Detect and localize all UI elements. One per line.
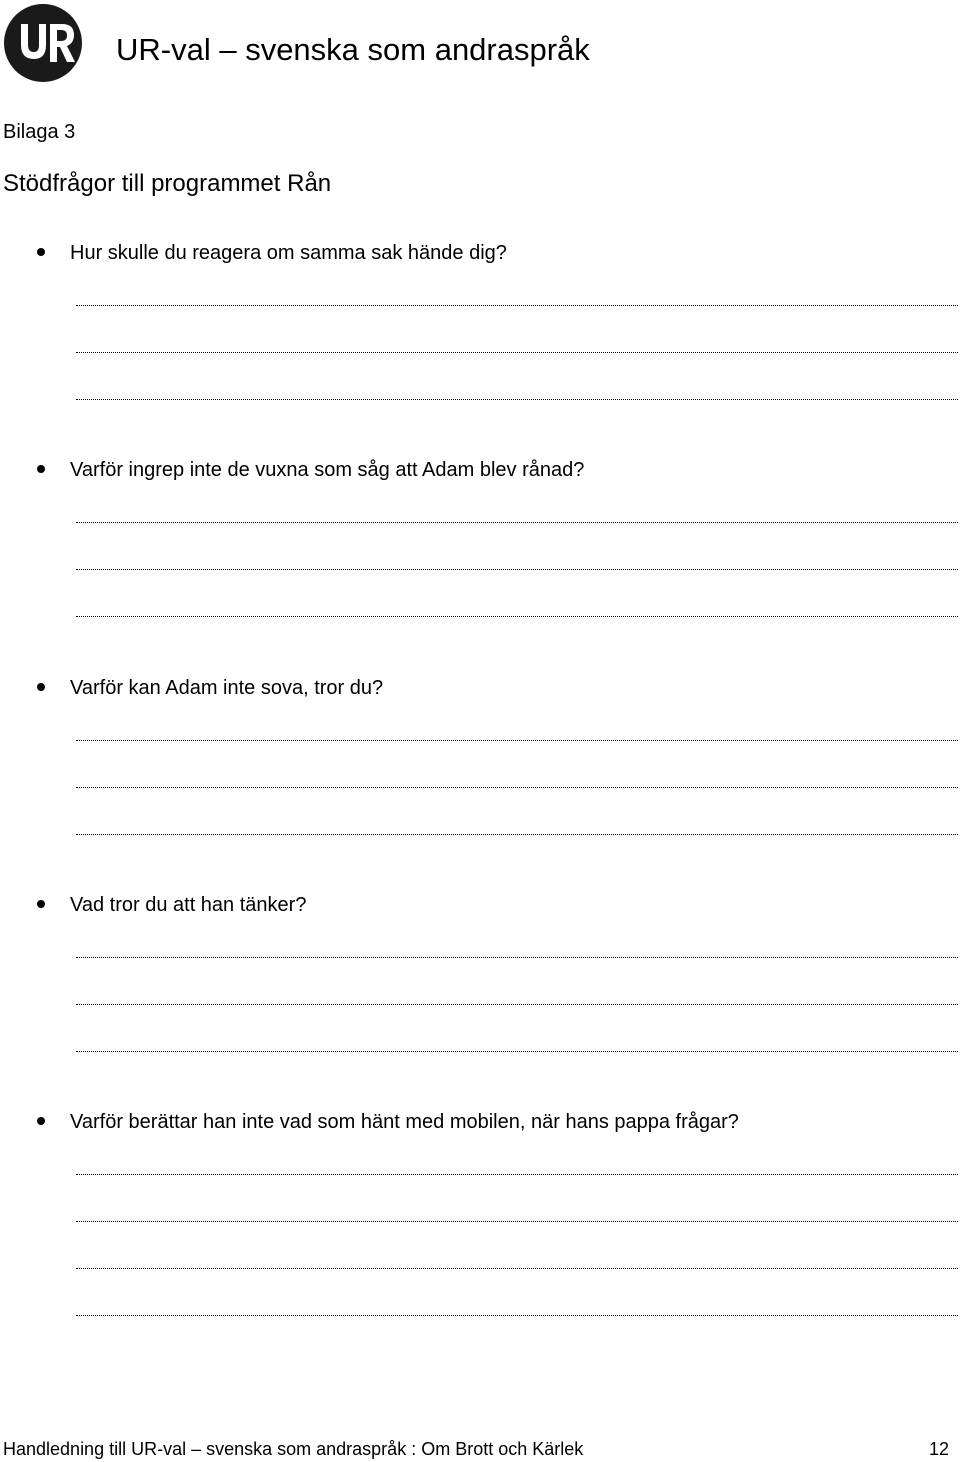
question-block-1 bbox=[0, 238, 960, 268]
answer-line[interactable] bbox=[76, 1268, 958, 1269]
bullet-icon bbox=[37, 1117, 45, 1125]
answer-line[interactable] bbox=[76, 1004, 958, 1005]
header-title: UR-val – svenska som andraspråk bbox=[116, 32, 590, 67]
answer-line[interactable] bbox=[76, 352, 958, 353]
question-block-5 bbox=[0, 1107, 960, 1137]
answer-line[interactable] bbox=[76, 1221, 958, 1222]
footer-text: Handledning till UR-val – svenska som andraspråk : Om Brott och Kärlek bbox=[3, 1439, 584, 1459]
answer-line[interactable] bbox=[76, 834, 958, 835]
ur-logo bbox=[4, 4, 82, 82]
question-text: Varför kan Adam inte sova, tror du? bbox=[70, 677, 384, 699]
question-text: Hur skulle du reagera om samma sak hände dig? bbox=[70, 242, 507, 264]
answer-line[interactable] bbox=[76, 522, 958, 523]
answer-line[interactable] bbox=[76, 1051, 958, 1052]
answer-line[interactable] bbox=[76, 957, 958, 958]
question-text: Vad tror du att han tänker? bbox=[70, 894, 307, 916]
bullet-icon bbox=[37, 683, 45, 691]
answer-line[interactable] bbox=[76, 740, 958, 741]
answer-line[interactable] bbox=[76, 787, 958, 788]
question-block-4 bbox=[0, 890, 960, 920]
document-heading: Stödfrågor till programmet Rån bbox=[3, 170, 332, 197]
question-text: Varför ingrep inte de vuxna som såg att Adam blev rånad? bbox=[70, 459, 585, 481]
appendix-label: Bilaga 3 bbox=[3, 121, 76, 143]
bullet-icon bbox=[37, 465, 45, 473]
answer-line[interactable] bbox=[76, 399, 958, 400]
bullet-icon bbox=[37, 248, 45, 256]
answer-line[interactable] bbox=[76, 1174, 958, 1175]
page-number: 12 bbox=[928, 1439, 949, 1459]
answer-line[interactable] bbox=[76, 616, 958, 617]
bullet-icon bbox=[37, 900, 45, 908]
answer-line[interactable] bbox=[76, 305, 958, 306]
answer-line[interactable] bbox=[76, 569, 958, 570]
question-block-2 bbox=[0, 455, 960, 485]
question-text: Varför berättar han inte vad som hänt med mobilen, när hans pappa frågar? bbox=[70, 1111, 739, 1133]
question-block-3 bbox=[0, 673, 960, 703]
answer-line[interactable] bbox=[76, 1315, 958, 1316]
